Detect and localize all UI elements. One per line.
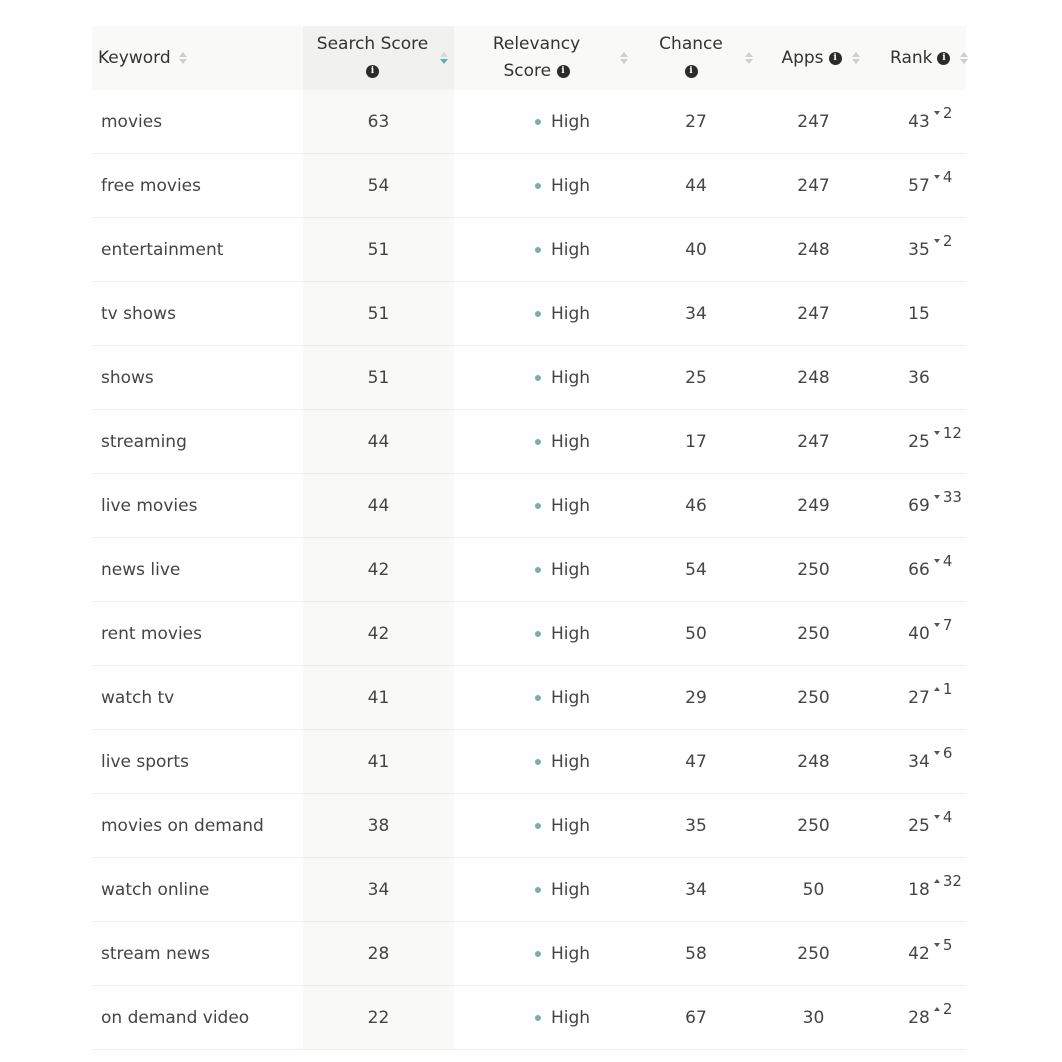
search-score-cell: 54 [303,154,454,218]
chance-cell: 46 [637,474,755,538]
rank-down-icon [934,239,940,243]
rank-cell [872,90,966,154]
chance-cell: 34 [637,282,755,346]
apps-cell: 250 [755,922,872,986]
rank-value: 40 [908,623,930,644]
rank-change-value: 6 [942,743,953,762]
info-icon[interactable]: i [685,65,698,78]
relevancy-dot-icon [535,567,541,573]
keyword-cell: entertainment [92,218,303,282]
column-label-apps: Apps [781,48,824,68]
relevancy-dot-icon [535,119,541,125]
relevancy-dot-icon [535,247,541,253]
rank-change-value: 5 [942,935,953,954]
rank-down-icon [934,751,940,755]
relevancy-dot-icon [535,183,541,189]
rank-change-value: 4 [942,551,953,570]
chance-cell: 40 [637,218,755,282]
table-row[interactable] [92,730,966,794]
apps-cell: 247 [755,410,872,474]
relevancy-dot-icon [535,439,541,445]
relevancy-value: High [550,623,591,644]
column-label-keyword: Keyword [98,48,171,68]
relevancy-cell [454,154,637,218]
table-row[interactable] [92,474,966,538]
keyword-cell: news live [92,538,303,602]
relevancy-dot-icon [535,823,541,829]
search-score-cell: 22 [303,986,454,1050]
rank-cell [872,858,966,922]
chance-cell: 17 [637,410,755,474]
rank-change-value: 32 [942,871,962,890]
relevancy-cell [454,922,637,986]
apps-cell: 248 [755,218,872,282]
relevancy-value: High [550,1007,591,1028]
rank-cell [872,538,966,602]
relevancy-cell [454,218,637,282]
search-score-cell: 38 [303,794,454,858]
apps-cell: 248 [755,730,872,794]
rank-value: 66 [908,559,930,580]
apps-cell: 250 [755,666,872,730]
rank-change [930,232,953,250]
rank-change-value: 12 [942,423,962,442]
relevancy-cell [454,474,637,538]
column-header-rank[interactable] [872,26,966,90]
chance-cell: 35 [637,794,755,858]
search-score-cell: 42 [303,538,454,602]
rank-change [930,104,953,122]
relevancy-cell [454,986,637,1050]
rank-change [930,1000,953,1018]
relevancy-value: High [550,367,591,388]
keyword-cell: movies [92,90,303,154]
rank-change-value: 2 [942,231,953,250]
apps-cell: 248 [755,346,872,410]
rank-up-icon [934,687,940,691]
relevancy-cell [454,346,637,410]
sort-icon[interactable] [960,52,968,64]
search-score-cell: 63 [303,90,454,154]
rank-down-icon [934,431,940,435]
column-label-score: Score [503,61,552,81]
relevancy-value: High [550,111,591,132]
relevancy-value: High [550,751,591,772]
search-score-cell: 41 [303,666,454,730]
rank-cell [872,666,966,730]
keyword-table [92,26,966,1050]
keyword-cell: shows [92,346,303,410]
chance-cell: 25 [637,346,755,410]
rank-cell [872,410,966,474]
rank-change [930,744,953,762]
relevancy-value: High [550,879,591,900]
rank-cell [872,346,966,410]
rank-value: 42 [908,943,930,964]
search-score-cell: 44 [303,410,454,474]
relevancy-value: High [550,239,591,260]
keyword-cell: movies on demand [92,794,303,858]
relevancy-dot-icon [535,1015,541,1021]
chance-cell: 29 [637,666,755,730]
rank-value: 69 [908,495,930,516]
rank-down-icon [934,495,940,499]
rank-cell [872,218,966,282]
table-row[interactable] [92,90,966,154]
apps-cell: 250 [755,602,872,666]
rank-change [930,424,962,442]
relevancy-cell [454,90,637,154]
table-row[interactable] [92,346,966,410]
relevancy-dot-icon [535,503,541,509]
rank-change [930,552,953,570]
chance-cell: 34 [637,858,755,922]
table-row[interactable] [92,154,966,218]
rank-change [930,936,953,954]
rank-change [930,808,953,826]
rank-cell [872,474,966,538]
rank-value: 25 [908,815,930,836]
rank-change [930,616,953,634]
relevancy-cell [454,730,637,794]
relevancy-dot-icon [535,695,541,701]
relevancy-value: High [550,815,591,836]
keyword-cell: streaming [92,410,303,474]
column-label-chance: Chance [659,34,723,54]
table-row[interactable] [92,218,966,282]
rank-up-icon [934,879,940,883]
chance-cell: 54 [637,538,755,602]
relevancy-cell [454,410,637,474]
relevancy-value: High [550,495,591,516]
relevancy-dot-icon [535,375,541,381]
apps-cell: 247 [755,154,872,218]
apps-cell: 247 [755,282,872,346]
rank-value: 25 [908,431,930,452]
relevancy-dot-icon [535,759,541,765]
rank-value: 43 [908,111,930,132]
rank-down-icon [934,815,940,819]
relevancy-value: High [550,943,591,964]
rank-change [930,488,962,506]
rank-value: 18 [908,879,930,900]
sort-desc-active-icon[interactable] [440,52,448,64]
rank-cell [872,282,966,346]
rank-cell [872,922,966,986]
search-score-cell: 51 [303,346,454,410]
apps-cell: 249 [755,474,872,538]
rank-down-icon [934,111,940,115]
column-header-apps[interactable] [755,26,872,90]
table-row[interactable] [92,538,966,602]
keyword-cell: live sports [92,730,303,794]
relevancy-dot-icon [535,311,541,317]
sort-icon[interactable] [852,52,860,64]
keyword-cell: free movies [92,154,303,218]
relevancy-dot-icon [535,887,541,893]
search-score-cell: 41 [303,730,454,794]
search-score-cell: 42 [303,602,454,666]
sort-icon[interactable] [745,52,753,64]
sort-icon[interactable] [620,52,628,64]
rank-cell [872,730,966,794]
rank-change-value: 4 [942,807,953,826]
relevancy-dot-icon [535,951,541,957]
table-header-row [92,26,966,90]
table-row[interactable] [92,858,966,922]
rank-change-value: 2 [942,999,953,1018]
column-label-rank: Rank [890,48,933,68]
info-icon[interactable]: i [937,52,950,65]
rank-cell [872,794,966,858]
chance-cell: 44 [637,154,755,218]
chance-cell: 67 [637,986,755,1050]
table-row[interactable] [92,602,966,666]
chance-cell: 50 [637,602,755,666]
relevancy-value: High [550,431,591,452]
apps-cell: 30 [755,986,872,1050]
relevancy-cell [454,602,637,666]
rank-cell [872,986,966,1050]
info-icon[interactable]: i [366,65,379,78]
rank-change-value: 4 [942,167,953,186]
rank-cell [872,154,966,218]
table-row[interactable] [92,794,966,858]
rank-down-icon [934,623,940,627]
keyword-cell: rent movies [92,602,303,666]
search-score-cell: 51 [303,218,454,282]
apps-cell: 250 [755,538,872,602]
rank-value: 34 [908,751,930,772]
chance-cell: 27 [637,90,755,154]
column-label-relevancy: Relevancy [492,34,581,54]
column-header-relevancy-score[interactable] [454,26,637,90]
chance-cell: 47 [637,730,755,794]
chance-cell: 58 [637,922,755,986]
keyword-cell: tv shows [92,282,303,346]
relevancy-cell [454,666,637,730]
search-score-cell: 34 [303,858,454,922]
search-score-cell: 44 [303,474,454,538]
table-row[interactable] [92,410,966,474]
keyword-cell: live movies [92,474,303,538]
rank-change [930,872,962,890]
relevancy-value: High [550,175,591,196]
apps-cell: 50 [755,858,872,922]
column-label-search-score: Search Score [316,34,429,54]
rank-value: 35 [908,239,930,260]
relevancy-cell [454,794,637,858]
table-row[interactable] [92,986,966,1050]
rank-up-icon [934,1007,940,1011]
search-score-cell: 51 [303,282,454,346]
info-icon[interactable]: i [557,65,570,78]
table-row[interactable] [92,666,966,730]
keyword-cell: watch online [92,858,303,922]
apps-cell: 250 [755,794,872,858]
table-row[interactable] [92,282,966,346]
rank-down-icon [934,175,940,179]
rank-cell [872,602,966,666]
column-header-chance[interactable] [637,26,755,90]
relevancy-value: High [550,559,591,580]
rank-change-value: 33 [942,487,962,506]
relevancy-cell [454,858,637,922]
rank-change [930,168,953,186]
sort-icon[interactable] [179,52,187,64]
keyword-cell: watch tv [92,666,303,730]
column-header-search-score[interactable] [303,26,454,90]
relevancy-dot-icon [535,631,541,637]
relevancy-cell [454,282,637,346]
info-icon[interactable]: i [829,52,842,65]
table-row[interactable] [92,922,966,986]
rank-change-value: 2 [942,103,953,122]
rank-value: 36 [908,367,930,388]
apps-cell: 247 [755,90,872,154]
rank-change-value: 7 [942,615,953,634]
keyword-cell: on demand video [92,986,303,1050]
relevancy-value: High [550,687,591,708]
column-header-keyword[interactable] [92,26,303,90]
relevancy-value: High [550,303,591,324]
rank-down-icon [934,559,940,563]
rank-value: 15 [908,303,930,324]
relevancy-cell [454,538,637,602]
rank-change-value: 1 [942,679,953,698]
rank-down-icon [934,943,940,947]
rank-value: 28 [908,1007,930,1028]
keyword-table-container [92,26,966,1050]
rank-value: 57 [908,175,930,196]
rank-change [930,680,953,698]
rank-value: 27 [908,687,930,708]
search-score-cell: 28 [303,922,454,986]
keyword-cell: stream news [92,922,303,986]
